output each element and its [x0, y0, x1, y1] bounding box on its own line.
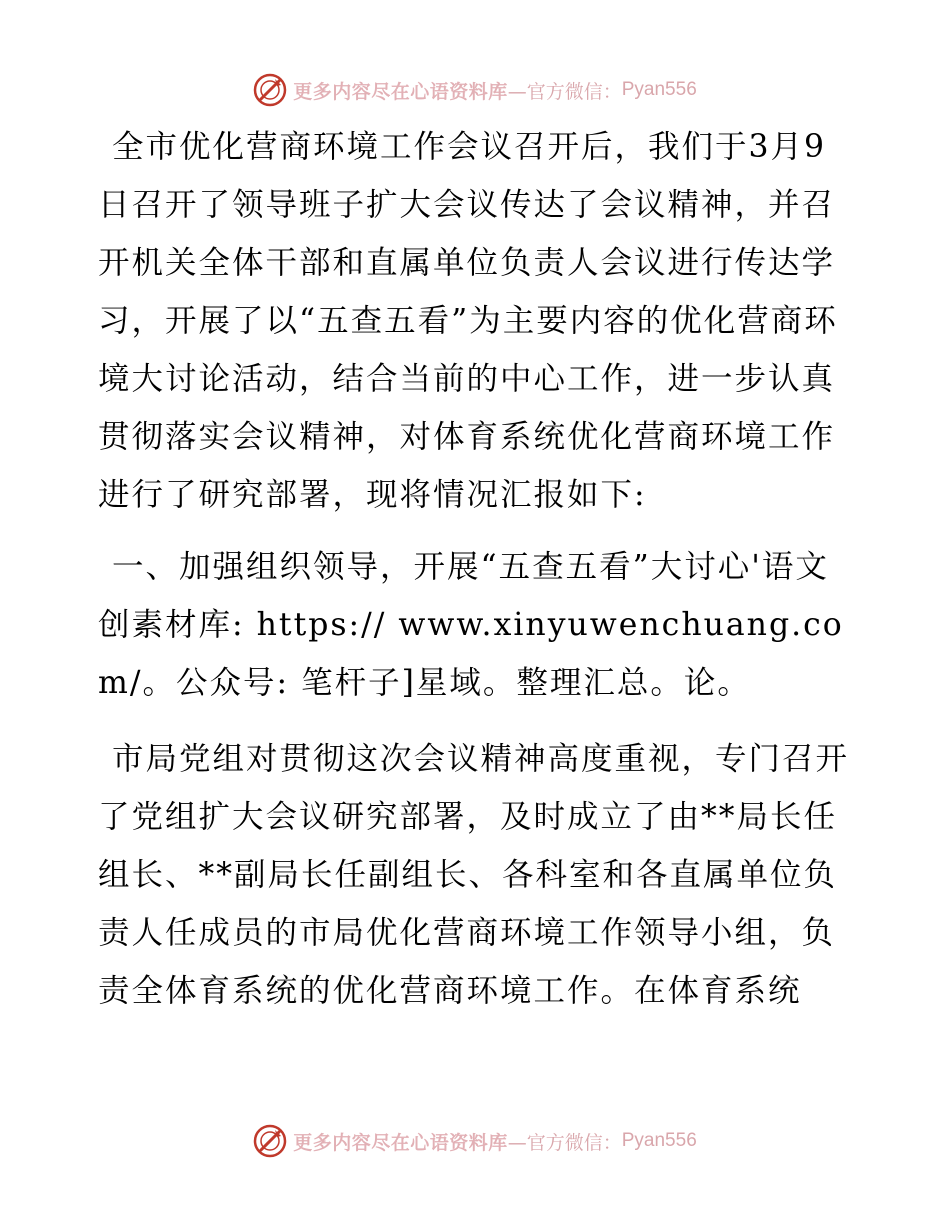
document-body [98, 118, 858, 1020]
header-watermark-banner [0, 70, 950, 110]
brand-logo-icon [253, 73, 287, 107]
footer-watermark-banner [0, 1121, 950, 1161]
paragraph-section-heading: 一、加强组织领导，开展“五查五看”大讨心'语文创素材库: https:// www.xinyuwenchuang.com/。公众号: 笔杆子]星域。整理汇总。论。 [98, 549, 844, 701]
banner-wechat-id: Pyan556 [621, 79, 697, 100]
paragraph-intro: 全市优化营商环境工作会议召开后，我们于3月9日召开了领导班子扩大会议传达了会议精神，并召开机关全体干部和直属单位负责人会议进行传达学习，开展了以“五查五看”为主要内容的优化营商环境大讨论活动，结合当前的中心工作，进一步认真贯彻落实会议精神，对体育系统优化营商环境工作进行了研究部署，现将情况汇报如下: [98, 129, 838, 513]
paragraph-party-group: 市局党组对贯彻这次会议精神高度重视，专门召开了党组扩大会议研究部署，及时成立了由**局长任组长、**副局长任副组长、各科室和各直属单位负责人任成员的市局优化营商环境工作领导小组，负责全体育系统的优化营商环境工作。在体育系统 [98, 741, 850, 1009]
brand-logo-icon [253, 1124, 287, 1158]
banner-text: 更多内容尽在心语资料库 [293, 1131, 508, 1154]
banner-wechat-id: Pyan556 [621, 1130, 697, 1151]
banner-text: 更多内容尽在心语资料库 [293, 80, 508, 103]
banner-separator: —官方微信： [507, 1131, 622, 1154]
banner-separator: —官方微信： [507, 80, 622, 103]
